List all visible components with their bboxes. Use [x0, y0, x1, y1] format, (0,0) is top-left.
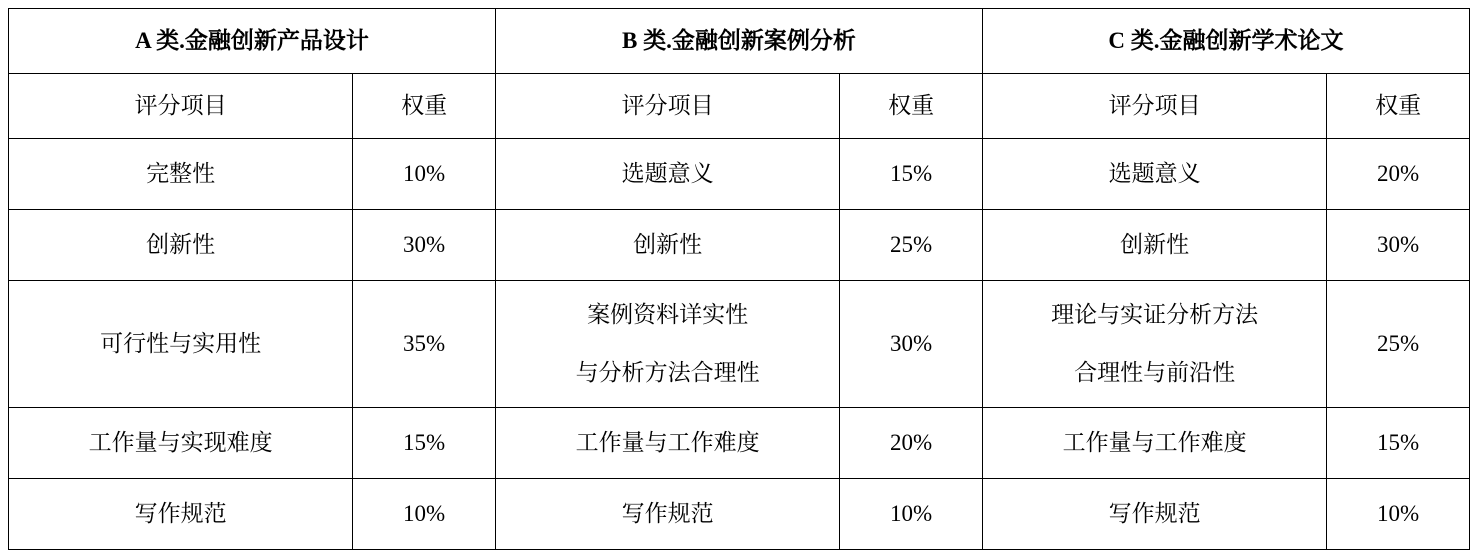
criterion-item: 选题意义	[495, 139, 839, 210]
criterion-item: 工作量与工作难度	[982, 408, 1326, 479]
column-header-item-c: 评分项目	[982, 74, 1326, 139]
criterion-weight: 35%	[353, 281, 496, 408]
criterion-weight: 20%	[840, 408, 983, 479]
column-header-item-a: 评分项目	[9, 74, 353, 139]
criterion-weight: 30%	[840, 281, 983, 408]
table-row	[9, 408, 1470, 479]
criterion-weight: 25%	[1327, 281, 1470, 408]
criterion-item: 可行性与实用性	[9, 281, 353, 408]
group-title-b: B 类.金融创新案例分析	[495, 9, 982, 74]
criterion-item: 工作量与工作难度	[495, 408, 839, 479]
criterion-weight: 15%	[353, 408, 496, 479]
table-row-group-titles	[9, 9, 1470, 74]
column-header-item-b: 评分项目	[495, 74, 839, 139]
table-row	[9, 479, 1470, 550]
criterion-item-line2: 与分析方法合理性	[575, 360, 760, 385]
criterion-item: 写作规范	[495, 479, 839, 550]
criterion-item-line1: 理论与实证分析方法	[1051, 302, 1259, 328]
column-header-weight-b: 权重	[840, 74, 983, 139]
criterion-item: 写作规范	[9, 479, 353, 550]
criterion-weight: 30%	[1327, 210, 1470, 281]
table-row	[9, 139, 1470, 210]
evaluation-criteria-table	[8, 8, 1470, 550]
criterion-weight: 10%	[353, 139, 496, 210]
criterion-weight: 15%	[1327, 408, 1470, 479]
criterion-weight: 20%	[1327, 139, 1470, 210]
column-header-weight-c: 权重	[1327, 74, 1470, 139]
criterion-item-multiline	[495, 281, 839, 408]
column-header-weight-a: 权重	[353, 74, 496, 139]
criterion-item: 工作量与实现难度	[9, 408, 353, 479]
group-title-c: C 类.金融创新学术论文	[982, 9, 1469, 74]
criterion-item: 选题意义	[982, 139, 1326, 210]
criterion-item-line2: 合理性与前沿性	[1074, 360, 1236, 385]
criterion-item: 创新性	[982, 210, 1326, 281]
criterion-weight: 15%	[840, 139, 983, 210]
group-title-a: A 类.金融创新产品设计	[9, 9, 496, 74]
criterion-weight: 10%	[353, 479, 496, 550]
criterion-item: 创新性	[495, 210, 839, 281]
criterion-weight: 25%	[840, 210, 983, 281]
criterion-item-multiline	[982, 281, 1326, 408]
table-row	[9, 281, 1470, 408]
table-row-column-headers	[9, 74, 1470, 139]
criterion-item-line1: 案例资料详实性	[587, 302, 749, 328]
criterion-item: 写作规范	[982, 479, 1326, 550]
criterion-item: 创新性	[9, 210, 353, 281]
criterion-item: 完整性	[9, 139, 353, 210]
table-row	[9, 210, 1470, 281]
criterion-weight: 10%	[840, 479, 983, 550]
criterion-weight: 10%	[1327, 479, 1470, 550]
criterion-weight: 30%	[353, 210, 496, 281]
